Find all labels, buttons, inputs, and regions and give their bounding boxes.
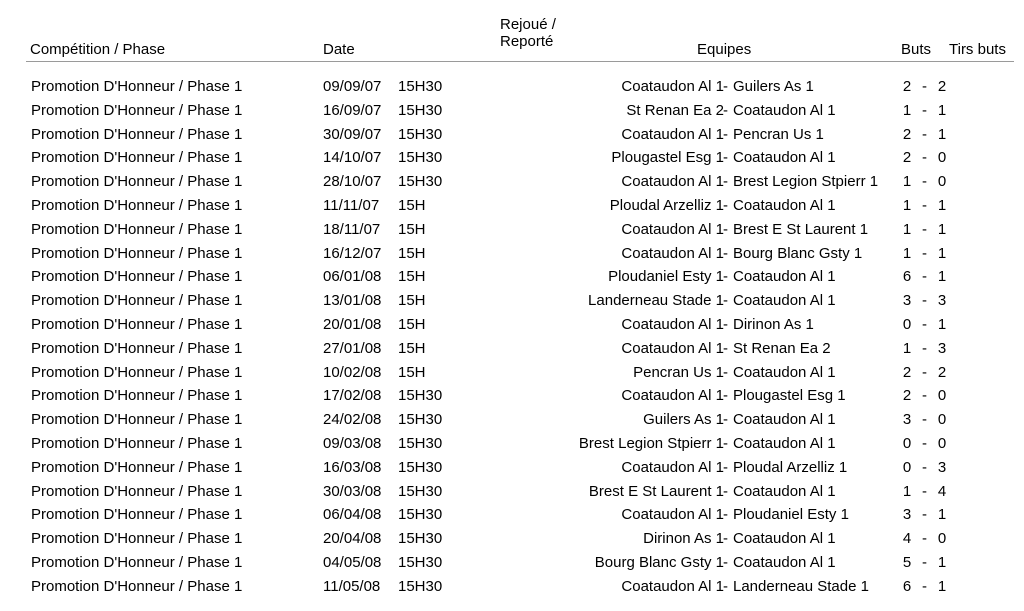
match-row: [0, 528, 1024, 552]
match-time: 15H: [398, 220, 426, 238]
match-score-home: 6: [902, 577, 912, 595]
match-row: [0, 243, 1024, 267]
match-home-team: Coataudon Al 1: [621, 458, 724, 476]
match-team-separator: -: [723, 530, 728, 548]
match-competition: Promotion D'Honneur / Phase 1: [31, 101, 243, 119]
match-score-home: 2: [902, 78, 912, 95]
match-time: 15H: [398, 339, 426, 357]
match-home-team: Coataudon Al 1: [621, 506, 724, 524]
match-competition: Promotion D'Honneur / Phase 1: [31, 149, 243, 167]
match-date: 20/04/08: [323, 530, 382, 548]
match-team-separator: -: [723, 125, 728, 143]
match-row: [0, 576, 1024, 600]
match-time: 15H30: [398, 506, 443, 524]
match-score-home: 1: [902, 244, 912, 262]
match-score-separator: -: [922, 577, 927, 595]
match-home-team: Coataudon Al 1: [621, 577, 724, 595]
match-score-separator: -: [922, 458, 927, 476]
match-score-home: 4: [902, 530, 912, 548]
match-score-away: 1: [937, 553, 947, 571]
match-time: 15H: [398, 315, 426, 333]
match-row: [0, 504, 1024, 528]
match-away-team: Coataudon Al 1: [733, 101, 836, 119]
match-away-team: Coataudon Al 1: [733, 553, 836, 571]
match-competition: Promotion D'Honneur / Phase 1: [31, 244, 243, 262]
match-team-separator: -: [723, 78, 728, 95]
match-row: [0, 195, 1024, 219]
match-home-team: Coataudon Al 1: [621, 78, 724, 95]
match-time: 15H30: [398, 458, 443, 476]
match-away-team: Coataudon Al 1: [733, 292, 836, 310]
match-date: 11/05/08: [323, 577, 381, 595]
match-competition: Promotion D'Honneur / Phase 1: [31, 553, 243, 571]
header-rejoue: [500, 16, 556, 50]
match-date: 04/05/08: [323, 553, 382, 571]
match-away-team: Dirinon As 1: [733, 315, 814, 333]
match-competition: Promotion D'Honneur / Phase 1: [31, 315, 243, 333]
match-away-team: Coataudon Al 1: [733, 363, 836, 381]
match-away-team: Brest E St Laurent 1: [733, 220, 869, 238]
match-score-away: 2: [937, 363, 947, 381]
match-score-away: 3: [937, 458, 947, 476]
match-score-separator: -: [922, 315, 927, 333]
match-date: 13/01/08: [323, 292, 382, 310]
match-score-away: 1: [937, 244, 947, 262]
match-date: 24/02/08: [323, 411, 382, 429]
match-score-home: 0: [902, 315, 912, 333]
match-home-team: Coataudon Al 1: [621, 125, 724, 143]
match-team-separator: -: [723, 363, 728, 381]
match-list: [0, 76, 1024, 600]
match-date: 17/02/08: [323, 387, 382, 405]
match-date: 18/11/07: [323, 220, 381, 238]
match-away-team: Pencran Us 1: [733, 125, 824, 143]
match-row: [0, 124, 1024, 148]
match-score-away: 1: [937, 125, 947, 143]
match-time: 15H: [398, 363, 426, 381]
match-time: 15H: [398, 292, 426, 310]
match-score-away: 1: [937, 196, 947, 214]
match-score-separator: -: [922, 553, 927, 571]
match-competition: Promotion D'Honneur / Phase 1: [31, 482, 243, 500]
match-away-team: Coataudon Al 1: [733, 196, 836, 214]
match-competition: Promotion D'Honneur / Phase 1: [31, 530, 243, 548]
match-time: 15H30: [398, 173, 443, 191]
match-away-team: Coataudon Al 1: [733, 149, 836, 167]
match-score-home: 2: [902, 387, 912, 405]
match-score-separator: -: [922, 482, 927, 500]
table-header: [0, 0, 1024, 62]
match-time: 15H: [398, 268, 426, 286]
match-row: [0, 76, 1024, 100]
match-score-home: 6: [902, 268, 912, 286]
match-home-team: Coataudon Al 1: [621, 387, 724, 405]
match-competition: Promotion D'Honneur / Phase 1: [31, 434, 243, 452]
match-home-team: Guilers As 1: [643, 411, 724, 429]
match-score-away: 1: [937, 315, 947, 333]
match-score-away: 1: [937, 220, 947, 238]
match-score-home: 3: [902, 411, 912, 429]
match-team-separator: -: [723, 553, 728, 571]
match-away-team: Ploudal Arzelliz 1: [733, 458, 848, 476]
match-team-separator: -: [723, 149, 728, 167]
match-score-separator: -: [922, 220, 927, 238]
match-row: [0, 314, 1024, 338]
match-team-separator: -: [723, 173, 728, 191]
header-buts: Buts: [901, 41, 932, 58]
match-score-separator: -: [922, 339, 927, 357]
match-team-separator: -: [723, 315, 728, 333]
match-team-separator: -: [723, 101, 728, 119]
match-score-home: 1: [902, 196, 912, 214]
match-team-separator: -: [723, 482, 728, 500]
match-away-team: Coataudon Al 1: [733, 268, 836, 286]
match-score-away: 0: [937, 173, 947, 191]
match-time: 15H30: [398, 78, 443, 95]
match-team-separator: -: [723, 220, 728, 238]
match-home-team: Brest E St Laurent 1: [588, 482, 724, 500]
header-rejoue-line2: Reporté: [500, 33, 554, 50]
match-score-separator: -: [922, 78, 927, 95]
match-score-away: 3: [937, 292, 947, 310]
match-score-away: 0: [937, 530, 947, 548]
match-competition: Promotion D'Honneur / Phase 1: [31, 458, 243, 476]
match-competition: Promotion D'Honneur / Phase 1: [31, 220, 243, 238]
match-away-team: Guilers As 1: [733, 78, 814, 95]
match-away-team: Bourg Blanc Gsty 1: [733, 244, 863, 262]
match-team-separator: -: [723, 387, 728, 405]
match-score-separator: -: [922, 411, 927, 429]
match-score-away: 0: [937, 387, 947, 405]
match-score-home: 3: [902, 292, 912, 310]
match-time: 15H30: [398, 530, 443, 548]
match-team-separator: -: [723, 434, 728, 452]
match-score-separator: -: [922, 173, 927, 191]
match-team-separator: -: [723, 244, 728, 262]
match-row: [0, 171, 1024, 195]
match-row: [0, 338, 1024, 362]
match-score-separator: -: [922, 387, 927, 405]
match-score-home: 3: [902, 506, 912, 524]
match-score-home: 0: [902, 434, 912, 452]
header-equipes: Equipes: [697, 41, 752, 58]
match-date: 16/12/07: [323, 244, 382, 262]
match-date: 14/10/07: [323, 149, 382, 167]
match-date: 06/04/08: [323, 506, 382, 524]
match-score-home: 0: [902, 458, 912, 476]
match-date: 09/09/07: [323, 78, 382, 95]
match-score-away: 0: [937, 434, 947, 452]
match-competition: Promotion D'Honneur / Phase 1: [31, 173, 243, 191]
match-score-away: 0: [937, 149, 947, 167]
match-team-separator: -: [723, 506, 728, 524]
match-home-team: Pencran Us 1: [633, 363, 724, 381]
match-score-separator: -: [922, 292, 927, 310]
match-away-team: Plougastel Esg 1: [733, 387, 846, 405]
match-score-away: 1: [937, 268, 947, 286]
match-date: 30/09/07: [323, 125, 382, 143]
match-score-home: 1: [902, 220, 912, 238]
match-time: 15H: [398, 196, 426, 214]
match-row: [0, 100, 1024, 124]
match-away-team: Brest Legion Stpierr 1: [733, 173, 879, 191]
match-home-team: Brest Legion Stpierr 1: [578, 434, 724, 452]
match-home-team: Landerneau Stade 1: [588, 292, 724, 310]
match-score-separator: -: [922, 101, 927, 119]
match-team-separator: -: [723, 268, 728, 286]
match-date: 20/01/08: [323, 315, 382, 333]
match-team-separator: -: [723, 458, 728, 476]
match-time: 15H30: [398, 577, 443, 595]
match-date: 16/09/07: [323, 101, 382, 119]
match-away-team: Coataudon Al 1: [733, 434, 836, 452]
match-date: 30/03/08: [323, 482, 382, 500]
match-score-separator: -: [922, 506, 927, 524]
match-score-separator: -: [922, 244, 927, 262]
match-competition: Promotion D'Honneur / Phase 1: [31, 411, 243, 429]
match-score-separator: -: [922, 530, 927, 548]
match-row: [0, 290, 1024, 314]
match-score-separator: -: [922, 363, 927, 381]
match-score-away: 1: [937, 506, 947, 524]
match-home-team: St Renan Ea 2: [626, 101, 724, 119]
match-home-team: Coataudon Al 1: [621, 339, 724, 357]
match-competition: Promotion D'Honneur / Phase 1: [31, 506, 243, 524]
match-row: [0, 481, 1024, 505]
match-team-separator: -: [723, 411, 728, 429]
match-date: 09/03/08: [323, 434, 382, 452]
match-score-home: 2: [902, 363, 912, 381]
match-home-team: Coataudon Al 1: [621, 315, 724, 333]
match-score-away: 1: [937, 101, 947, 119]
match-home-team: Ploudal Arzelliz 1: [609, 196, 724, 214]
match-score-home: 1: [902, 101, 912, 119]
match-row: [0, 362, 1024, 386]
match-score-separator: -: [922, 196, 927, 214]
match-row: [0, 552, 1024, 576]
match-away-team: St Renan Ea 2: [733, 339, 831, 357]
match-score-away: 3: [937, 339, 947, 357]
match-score-home: 1: [902, 482, 912, 500]
match-home-team: Bourg Blanc Gsty 1: [594, 553, 724, 571]
match-date: 10/02/08: [323, 363, 382, 381]
match-away-team: Ploudaniel Esty 1: [733, 506, 849, 524]
match-row: [0, 433, 1024, 457]
match-score-home: 2: [902, 149, 912, 167]
match-date: 27/01/08: [323, 339, 382, 357]
match-score-separator: -: [922, 125, 927, 143]
match-date: 16/03/08: [323, 458, 382, 476]
match-score-separator: -: [922, 149, 927, 167]
match-competition: Promotion D'Honneur / Phase 1: [31, 387, 243, 405]
match-score-away: 4: [937, 482, 947, 500]
match-date: 06/01/08: [323, 268, 382, 286]
match-time: 15H30: [398, 101, 443, 119]
match-row: [0, 457, 1024, 481]
match-competition: Promotion D'Honneur / Phase 1: [31, 339, 243, 357]
match-date: 11/11/07: [323, 196, 380, 214]
match-row: [0, 147, 1024, 171]
match-competition: Promotion D'Honneur / Phase 1: [31, 268, 243, 286]
match-team-separator: -: [723, 292, 728, 310]
match-team-separator: -: [723, 577, 728, 595]
match-score-home: 1: [902, 173, 912, 191]
match-competition: Promotion D'Honneur / Phase 1: [31, 125, 243, 143]
match-time: 15H30: [398, 411, 443, 429]
match-time: 15H30: [398, 482, 443, 500]
match-home-team: Dirinon As 1: [643, 530, 724, 548]
header-date: Date: [323, 41, 355, 58]
match-home-team: Coataudon Al 1: [621, 173, 724, 191]
match-competition: Promotion D'Honneur / Phase 1: [31, 363, 243, 381]
match-row: [0, 266, 1024, 290]
match-home-team: Ploudaniel Esty 1: [608, 268, 724, 286]
match-time: 15H30: [398, 387, 443, 405]
match-row: [0, 385, 1024, 409]
header-rejoue-line1: Rejoué /: [500, 16, 556, 33]
match-row: [0, 409, 1024, 433]
match-score-home: 1: [902, 339, 912, 357]
match-team-separator: -: [723, 196, 728, 214]
match-time: 15H30: [398, 434, 443, 452]
match-score-home: 2: [902, 125, 912, 143]
match-competition: Promotion D'Honneur / Phase 1: [31, 196, 243, 214]
header-divider: [26, 61, 1014, 62]
match-home-team: Coataudon Al 1: [621, 244, 724, 262]
match-home-team: Plougastel Esg 1: [611, 149, 724, 167]
header-competition: Compétition / Phase: [30, 41, 166, 58]
match-time: 15H: [398, 244, 426, 262]
match-competition: Promotion D'Honneur / Phase 1: [31, 78, 243, 95]
match-home-team: Coataudon Al 1: [621, 220, 724, 238]
match-score-home: 5: [902, 553, 912, 571]
match-score-separator: -: [922, 434, 927, 452]
match-time: 15H30: [398, 149, 443, 167]
match-score-away: 0: [937, 411, 947, 429]
match-competition: Promotion D'Honneur / Phase 1: [31, 577, 243, 595]
header-tirs-buts: Tirs buts: [949, 41, 1006, 58]
match-time: 15H30: [398, 553, 443, 571]
match-score-separator: -: [922, 268, 927, 286]
match-date: 28/10/07: [323, 173, 382, 191]
match-score-away: 1: [937, 577, 947, 595]
match-competition: Promotion D'Honneur / Phase 1: [31, 292, 243, 310]
match-score-away: 2: [937, 78, 947, 95]
match-away-team: Landerneau Stade 1: [733, 577, 869, 595]
match-row: [0, 219, 1024, 243]
match-away-team: Coataudon Al 1: [733, 482, 836, 500]
match-time: 15H30: [398, 125, 443, 143]
match-team-separator: -: [723, 339, 728, 357]
match-away-team: Coataudon Al 1: [733, 530, 836, 548]
match-away-team: Coataudon Al 1: [733, 411, 836, 429]
